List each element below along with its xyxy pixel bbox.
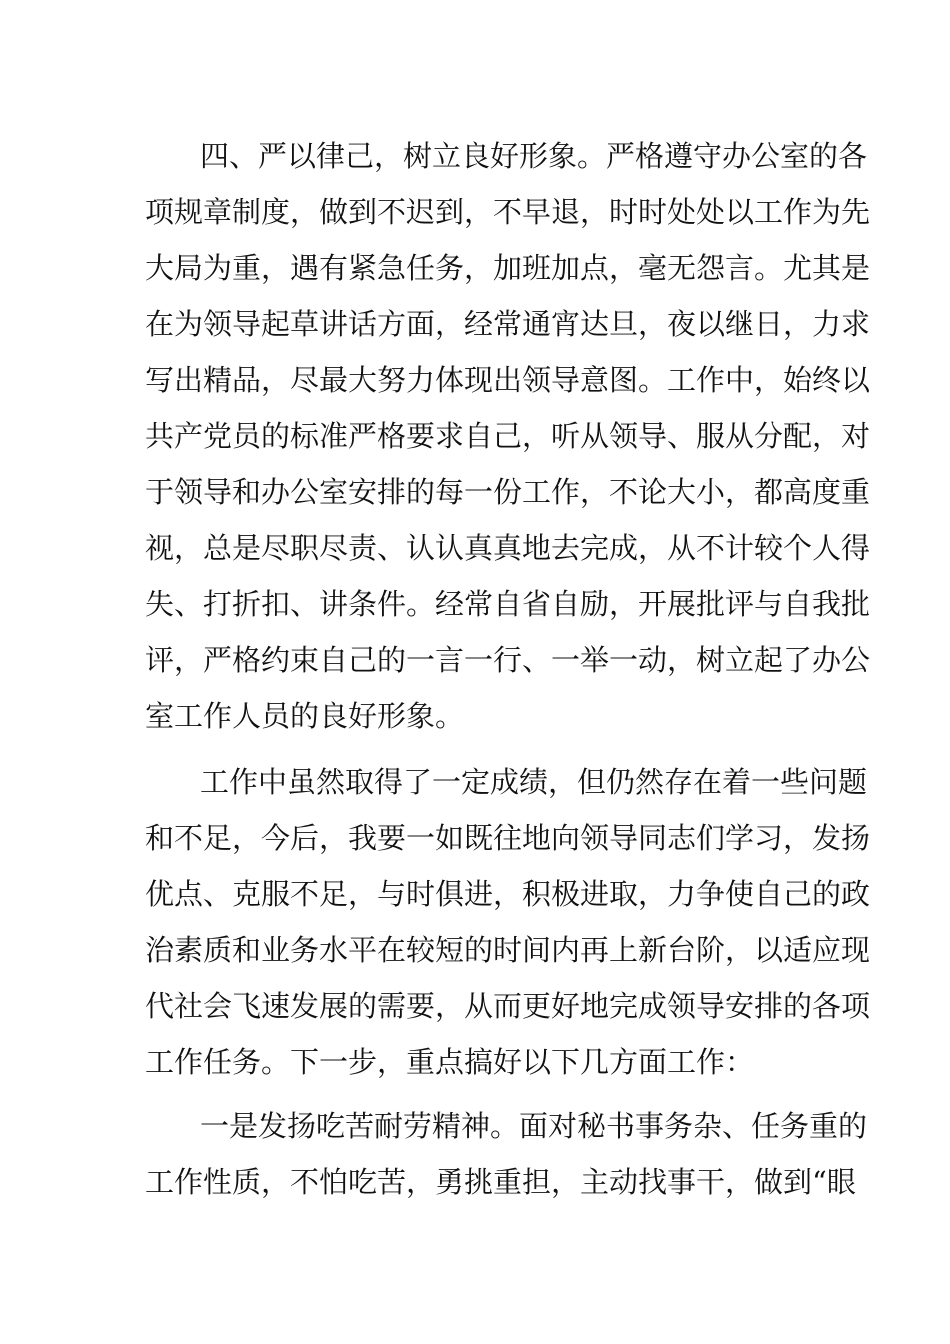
text-line: 在为领导起草讲话方面，经常通宵达旦，夜以继日，力求 (145, 307, 871, 341)
text-line: 失、打折扣、讲条件。经常自省自励，开展批评与自我批 (145, 587, 871, 621)
text-line: 工作性质，不怕吃苦，勇挑重担，主动找事干，做到“眼 (145, 1165, 856, 1199)
text-line: 代社会飞速发展的需要，从而更好地完成领导安排的各项 (145, 989, 871, 1023)
text-line: 大局为重，遇有紧急任务，加班加点，毫无怨言。尤其是 (145, 251, 871, 285)
text-line: 工作中虽然取得了一定成绩，但仍然存在着一些问题 (200, 765, 868, 799)
text-line: 评，严格约束自己的一言一行、一举一动，树立起了办公 (145, 643, 871, 677)
text-line: 和不足，今后，我要一如既往地向领导同志们学习，发扬 (145, 821, 871, 855)
text-line: 优点、克服不足，与时俱进，积极进取，力争使自己的政 (145, 877, 871, 911)
text-line: 一是发扬吃苦耐劳精神。面对秘书事务杂、任务重的 (200, 1109, 868, 1143)
text-line: 写出精品，尽最大努力体现出领导意图。工作中，始终以 (145, 363, 871, 397)
text-line: 项规章制度，做到不迟到，不早退，时时处处以工作为先 (145, 195, 871, 229)
text-line: 室工作人员的良好形象。 (145, 699, 465, 733)
text-line: 视，总是尽职尽责、认认真真地去完成，从不计较个人得 (145, 531, 871, 565)
text-line: 治素质和业务水平在较短的时间内再上新台阶，以适应现 (145, 933, 871, 967)
text-line: 共产党员的标准严格要求自己，听从领导、服从分配，对 (145, 419, 871, 453)
text-line: 四、严以律己，树立良好形象。严格遵守办公室的各 (200, 139, 868, 173)
text-line: 工作任务。下一步，重点搞好以下几方面工作： (145, 1045, 755, 1079)
text-line: 于领导和办公室安排的每一份工作，不论大小，都高度重 (145, 475, 871, 509)
